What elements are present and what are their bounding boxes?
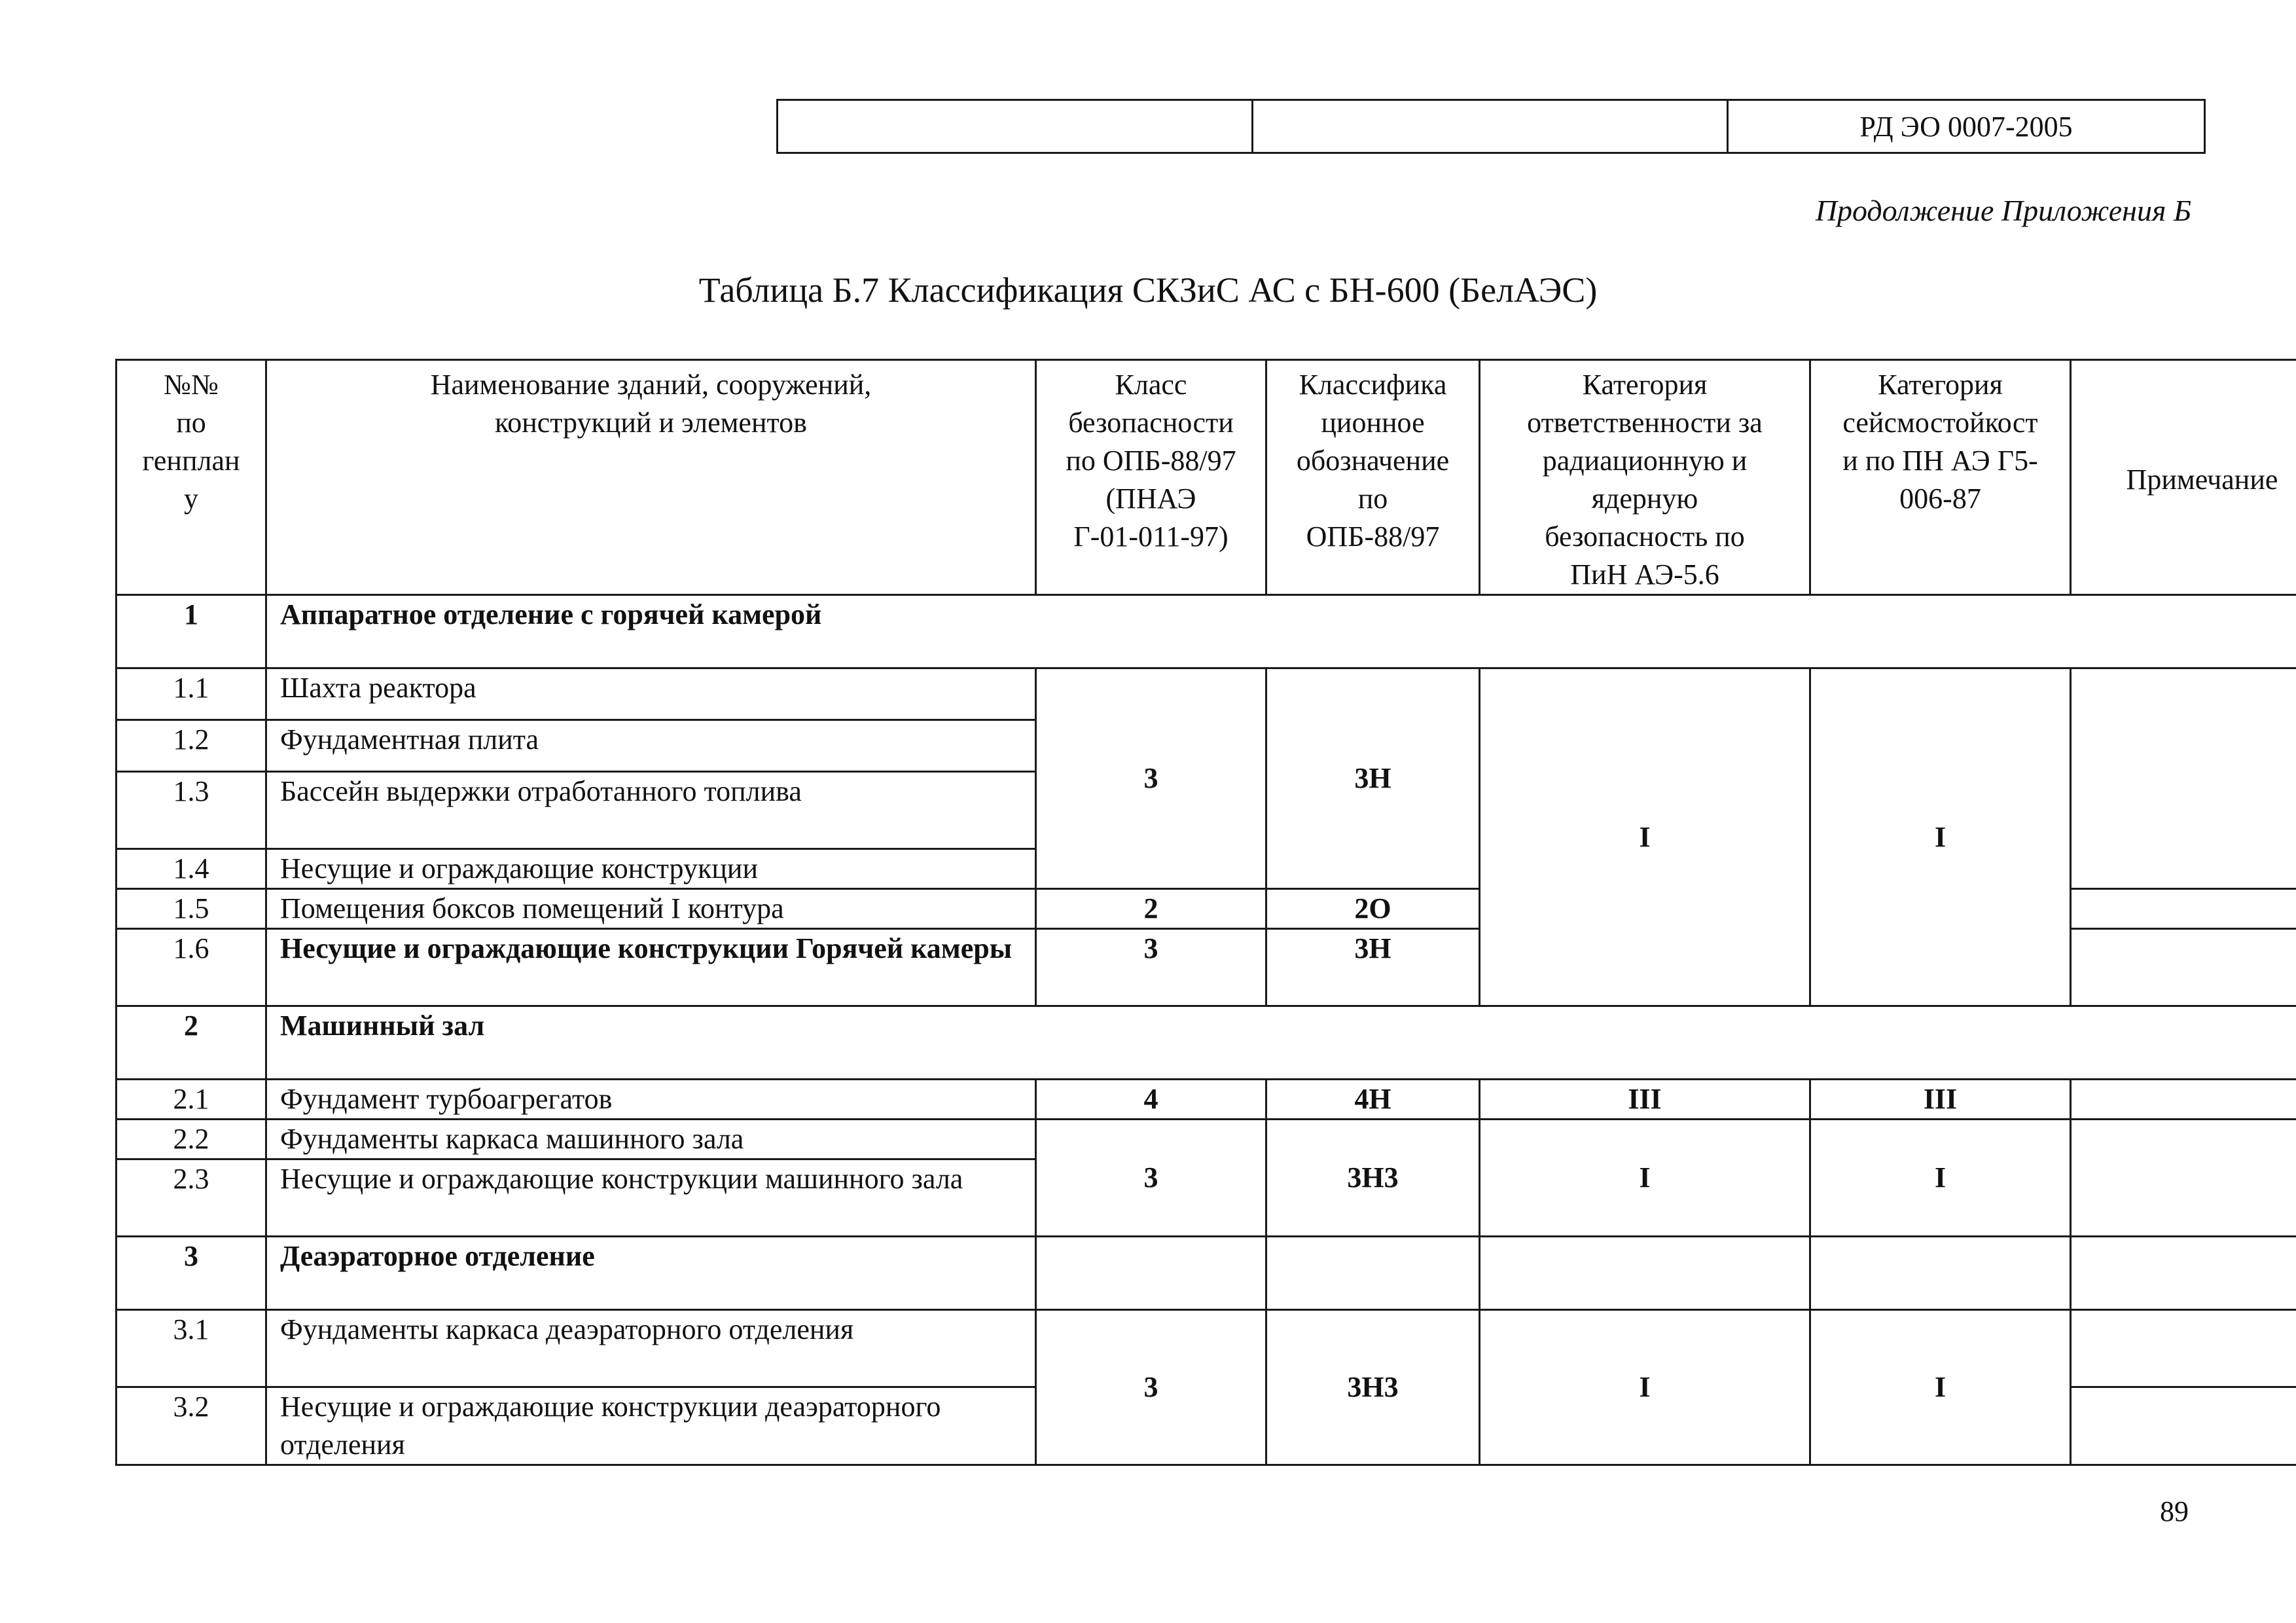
responsibility-cell: I (1480, 1310, 1810, 1465)
safety-class-cell: 3 (1036, 1310, 1266, 1465)
section-row (117, 595, 2296, 668)
section-row (117, 1006, 2296, 1080)
header-seismic: Категория сейсмостойкост и по ПН АЭ Г5- 006-87 (1810, 360, 2071, 595)
responsibility-cell: I (1480, 668, 1810, 1006)
document-code-box (776, 99, 2206, 154)
note-cell (2071, 1080, 2296, 1120)
row-name: Несущие и ограждающие конструкции Горячей камеры (266, 929, 1036, 1006)
safety-class-cell: 3 (1036, 929, 1266, 1006)
row-number: 3.2 (117, 1387, 266, 1465)
designation-cell: 3Н3 (1266, 1310, 1480, 1465)
empty-cell (1266, 1237, 1480, 1310)
row-number: 2.2 (117, 1120, 266, 1159)
row-name: Фундамент турбоагрегатов (266, 1080, 1036, 1120)
row-number: 3.1 (117, 1310, 266, 1387)
responsibility-cell: III (1480, 1080, 1810, 1120)
note-cell (2071, 1310, 2296, 1387)
row-name: Несущие и ограждающие конструкции машинного зала (266, 1159, 1036, 1237)
empty-cell (1036, 1237, 1266, 1310)
table-row (117, 1310, 2296, 1387)
row-name: Бассейн выдержки отработанного топлива (266, 772, 1036, 849)
row-name: Несущие и ограждающие конструкции (266, 849, 1036, 889)
empty-cell (1810, 1237, 2071, 1310)
header-safety-class: Класс безопасности по ОПБ-88/97 (ПНАЭ Г-01-011-97) (1036, 360, 1266, 595)
section-title: Аппаратное отделение с горячей камерой (266, 595, 2296, 668)
row-name: Фундаментная плита (266, 720, 1036, 772)
section-number: 2 (117, 1006, 266, 1080)
designation-cell: 4Н (1266, 1080, 1480, 1120)
designation-cell: 3Н (1266, 929, 1480, 1006)
section-title: Машинный зал (266, 1006, 2296, 1080)
section-row (117, 1237, 2296, 1310)
section-number: 1 (117, 595, 266, 668)
safety-class-cell: 3 (1036, 1120, 1266, 1237)
row-number: 1.1 (117, 668, 266, 720)
table-row (117, 1080, 2296, 1120)
designation-cell: 3Н (1266, 668, 1480, 889)
row-name: Шахта реактора (266, 668, 1036, 720)
designation-cell: 2О (1266, 889, 1480, 929)
seismic-cell: I (1810, 668, 2071, 1006)
code-box-cell-2 (1253, 100, 1728, 153)
table-row (117, 1120, 2296, 1159)
section-number: 3 (117, 1237, 266, 1310)
section-title: Деаэраторное отделение (266, 1237, 1036, 1310)
page-number: 89 (2160, 1495, 2189, 1527)
designation-cell: 3Н3 (1266, 1120, 1480, 1237)
responsibility-cell: I (1480, 1120, 1810, 1237)
empty-cell (1480, 1237, 1810, 1310)
header-number: №№ по генплан у (117, 360, 266, 595)
document-code: РД ЭО 0007-2005 (1728, 100, 2205, 153)
row-number: 1.4 (117, 849, 266, 889)
seismic-cell: I (1810, 1120, 2071, 1237)
header-name: Наименование зданий, сооружений, конструкций и элементов (266, 360, 1036, 595)
note-cell (2071, 668, 2296, 889)
safety-class-cell: 3 (1036, 668, 1266, 889)
row-number: 1.2 (117, 720, 266, 772)
row-name: Фундаменты каркаса машинного зала (266, 1120, 1036, 1159)
row-number: 1.6 (117, 929, 266, 1006)
row-number: 1.3 (117, 772, 266, 849)
note-cell (2071, 1387, 2296, 1465)
empty-cell (2071, 1237, 2296, 1310)
seismic-cell: III (1810, 1080, 2071, 1120)
seismic-cell: I (1810, 1310, 2071, 1465)
note-cell (2071, 1120, 2296, 1237)
code-box-cell-1 (778, 100, 1253, 153)
safety-class-cell: 2 (1036, 889, 1266, 929)
row-number: 2.3 (117, 1159, 266, 1237)
header-designation: Классифика ционное обозначение по ОПБ-88/97 (1266, 360, 1480, 595)
row-number: 1.5 (117, 889, 266, 929)
row-name: Несущие и ограждающие конструкции деаэраторного отделения (266, 1387, 1036, 1465)
classification-table (115, 359, 2296, 1466)
note-cell (2071, 929, 2296, 1006)
note-cell (2071, 889, 2296, 929)
header-responsibility: Категория ответственности за радиационную и ядерную безопасность по ПиН АЭ-5.6 (1480, 360, 1810, 595)
row-number: 2.1 (117, 1080, 266, 1120)
table-row (117, 668, 2296, 720)
row-name: Фундаменты каркаса деаэраторного отделения (266, 1310, 1036, 1387)
row-name: Помещения боксов помещений I контура (266, 889, 1036, 929)
header-note: Примечание (2071, 360, 2296, 595)
appendix-continuation-label: Продолжение Приложения Б (1815, 194, 2191, 227)
safety-class-cell: 4 (1036, 1080, 1266, 1120)
table-caption: Таблица Б.7 Классификация СКЗиС АС с БН-600 (БелАЭС) (698, 270, 1598, 310)
table-header-row (117, 360, 2296, 595)
